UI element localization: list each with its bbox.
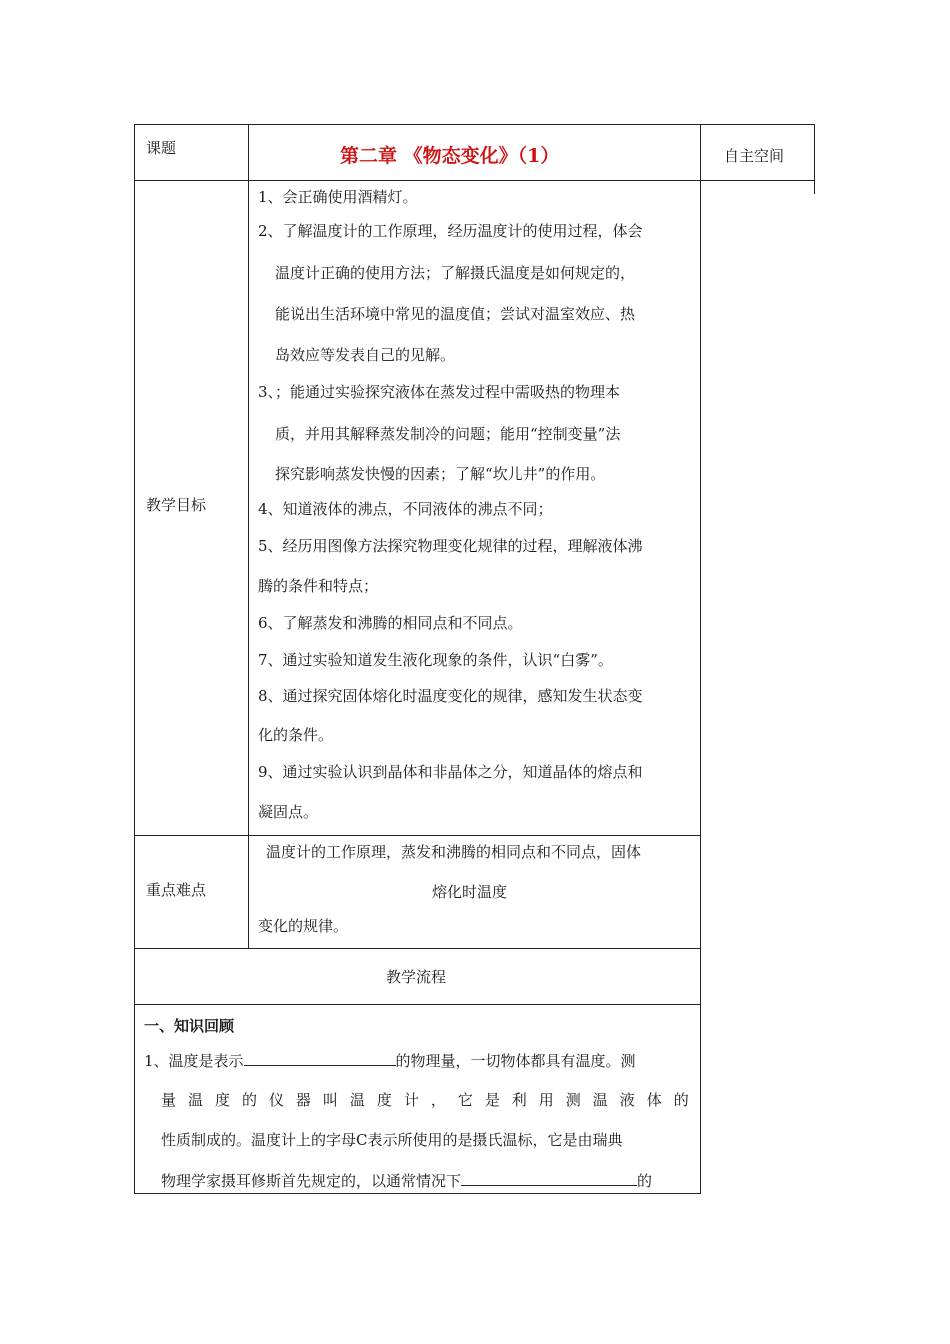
review-text: 的	[637, 1172, 653, 1190]
objective-line: 3、；能通过实验探究液体在蒸发过程中需吸热的物理本	[258, 383, 621, 401]
char: 量	[161, 1091, 177, 1109]
page-title: 第二章 《物态变化》（1）	[340, 145, 560, 167]
char: 是	[484, 1091, 500, 1109]
char: 叫	[322, 1091, 338, 1109]
objective-line: 岛效应等发表自己的见解。	[275, 346, 456, 364]
header-bottom-border	[134, 180, 815, 181]
objective-line: 4、知道液体的沸点，不同液体的沸点不同；	[258, 500, 553, 518]
objective-line: 6、了解蒸发和沸腾的相同点和不同点。	[258, 614, 523, 632]
objective-line: 8、通过探究固体熔化时温度变化的规律，感知发生状态变	[258, 687, 643, 705]
char: 仪	[268, 1091, 284, 1109]
keypoints-bottom-border	[134, 948, 700, 949]
side-column-divider	[700, 124, 701, 1194]
char: 度	[214, 1091, 230, 1109]
char: 的	[673, 1091, 689, 1109]
review-line-4	[161, 1169, 652, 1191]
char: 温	[349, 1091, 365, 1109]
review-text: 1、温度是表示	[144, 1052, 244, 1070]
objective-line: 凝固点。	[258, 803, 319, 821]
review-heading: 一、知识回顾	[144, 1017, 235, 1035]
objective-line: 5、经历用图像方法探究物理变化规律的过程，理解液体沸	[258, 537, 643, 555]
char: 器	[295, 1091, 311, 1109]
objectives-label: 教学目标	[146, 496, 207, 514]
label-column-divider	[248, 124, 249, 949]
char: 测	[565, 1091, 581, 1109]
objective-line: 2、了解温度计的工作原理，经历温度计的使用过程，体会	[258, 222, 643, 240]
table-right-border	[814, 124, 815, 194]
char: 温	[592, 1091, 608, 1109]
objective-line: 7、通过实验知道发生液化现象的条件，认识“白雾”。	[258, 651, 613, 669]
objective-line: 质，并用其解释蒸发制冷的问题；能用“控制变量”法	[275, 425, 621, 443]
fill-blank[interactable]	[461, 1169, 637, 1186]
objectives-bottom-border	[134, 835, 700, 836]
keypoints-label: 重点难点	[146, 881, 207, 899]
objective-line: 1、会正确使用酒精灯。	[258, 188, 418, 206]
table-bottom-border	[134, 1193, 700, 1194]
review-text: 物理学家摄耳修斯首先规定的，以通常情况下	[161, 1172, 462, 1190]
objective-line: 化的条件。	[258, 726, 334, 744]
char: 液	[619, 1091, 635, 1109]
review-line-2	[161, 1089, 689, 1110]
char: 利	[511, 1091, 527, 1109]
table-left-border	[134, 124, 135, 1194]
objective-line: 能说出生活环境中常见的温度值；尝试对温室效应、热	[275, 305, 636, 323]
objective-line: 探究影响蒸发快慢的因素；了解“坎儿井”的作用。	[275, 465, 606, 483]
char: 的	[241, 1091, 257, 1109]
review-line-1	[144, 1049, 636, 1071]
keti-label: 课题	[146, 139, 177, 157]
flow-bottom-border	[134, 1004, 700, 1005]
keypoint-line: 温度计的工作原理，蒸发和沸腾的相同点和不同点，固体	[266, 843, 642, 861]
keypoint-line: 熔化时温度	[432, 883, 508, 901]
char: 用	[538, 1091, 554, 1109]
char: 体	[646, 1091, 662, 1109]
fill-blank[interactable]	[244, 1049, 396, 1066]
char: 计	[403, 1091, 419, 1109]
side-space-label: 自主空间	[724, 147, 785, 165]
flow-label: 教学流程	[386, 968, 447, 986]
review-line-3: 性质制成的。温度计上的字母C表示所使用的是摄氏温标，它是由瑞典	[161, 1131, 623, 1149]
table-top-border	[134, 124, 815, 125]
review-text: 的物理量，一切物体都具有温度。测	[395, 1052, 636, 1070]
char: 它	[457, 1091, 473, 1109]
objective-line: 腾的条件和特点；	[258, 577, 379, 595]
objective-line: 温度计正确的使用方法；了解摄氏温度是如何规定的，	[275, 264, 636, 282]
keypoint-line: 变化的规律。	[258, 917, 349, 935]
char: 温	[187, 1091, 203, 1109]
objective-line: 9、通过实验认识到晶体和非晶体之分，知道晶体的熔点和	[258, 763, 643, 781]
char: ，	[430, 1091, 446, 1109]
char: 度	[376, 1091, 392, 1109]
